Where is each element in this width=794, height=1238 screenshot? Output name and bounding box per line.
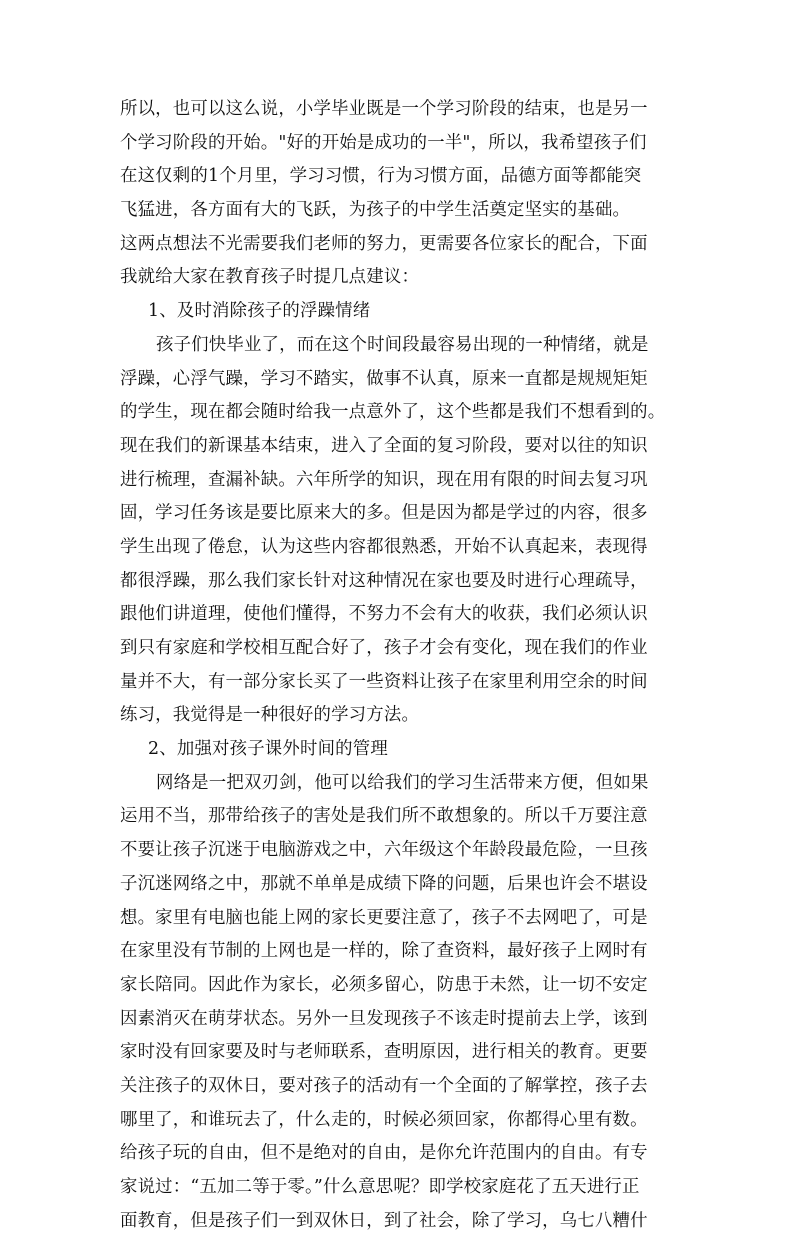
text-line: 在家里没有节制的上网也是一样的，除了查资料，最好孩子上网时有: [120, 941, 648, 962]
text-line: 家长陪同。因此作为家长，必须多留心，防患于未然，让一切不安定: [120, 974, 648, 995]
text-line: 学生出现了倦怠，认为这些内容都很熟悉，开始不认真起来，表现得: [120, 536, 648, 557]
text-line: 不要让孩子沉迷于电脑游戏之中，六年级这个年龄段最危险，一旦孩: [120, 840, 648, 861]
text-line: 家说过：“五加二等于零。”什么意思呢？即学校家庭花了五天进行正: [120, 1177, 640, 1197]
text-line: 哪里了，和谁玩去了，什么走的，时候必须回家，你都得心里有数。: [120, 1109, 648, 1130]
text-line: 家时没有回家要及时与老师联系，查明原因，进行相关的教育。更要: [120, 1042, 648, 1063]
text-line: 因素消灭在萌芽状态。另外一旦发现孩子不该走时提前去上学，该到: [120, 1008, 648, 1029]
text-line: 子沉迷网络之中，那就不单单是成绩下降的问题，后果也许会不堪设: [120, 873, 648, 894]
text-line: 到只有家庭和学校相互配合好了，孩子才会有变化，现在我们的作业: [120, 638, 648, 658]
text-line: 我就给大家在教育孩子时提几点建议：: [120, 267, 420, 288]
text-line: 所以，也可以这么说，小学毕业既是一个学习阶段的结束，也是另一: [120, 99, 648, 119]
text-line: 关注孩子的双休日，要对孩子的活动有一个全面的了解掌控，孩子去: [120, 1075, 648, 1096]
text-line: 现在我们的新课基本结束，进入了全面的复习阶段，要对以往的知识: [120, 435, 648, 456]
text-line: 都很浮躁，那么我们家长针对这种情况在家也要及时进行心理疏导，: [120, 570, 648, 591]
text-line: 在这仅剩的1个月里，学习习惯，行为习惯方面，品德方面等都能突: [120, 166, 642, 187]
text-line: 练习，我觉得是一种很好的学习方法。: [120, 705, 420, 726]
document-body: [120, 93, 682, 1238]
text-line: 量并不大，有一部分家长买了一些资料让孩子在家里利用空余的时间: [120, 671, 648, 692]
text-line: 个学习阶段的开始。"好的开始是成功的一半"，所以，我希望孩子们: [120, 132, 647, 153]
text-line: 这两点想法不光需要我们老师的努力，更需要各位家长的配合，下面: [120, 233, 648, 254]
text-line: 的学生，现在都会随时给我一点意外了，这个些都是我们不想看到的。: [120, 402, 666, 423]
paragraph-start-line: 网络是一把双刃剑，他可以给我们的学习生活带来方便，但如果: [156, 772, 649, 793]
section-heading-2: 2、加强对孩子课外时间的管理: [148, 739, 388, 760]
text-line: 浮躁，心浮气躁，学习不踏实，做事不认真，原来一直都是规规矩矩: [120, 368, 648, 389]
text-line: 跟他们讲道理，使他们懂得，不努力不会有大的收获，我们必须认识: [120, 604, 648, 625]
text-line: 飞猛进，各方面有大的飞跃，为孩子的中学生活奠定坚实的基础。: [120, 200, 631, 221]
text-line: 进行梳理，查漏补缺。六年所学的知识，现在用有限的时间去复习巩: [120, 469, 648, 490]
text-line: 给孩子玩的自由，但不是绝对的自由，是你允许范围内的自由。有专: [120, 1143, 648, 1164]
section-heading-1: 1、及时消除孩子的浮躁情绪: [148, 301, 371, 322]
text-line: 固，学习任务该是要比原来大的多。但是因为都是学过的内容，很多: [120, 503, 648, 524]
text-line: 想。家里有电脑也能上网的家长更要注意了，孩子不去网吧了，可是: [120, 907, 648, 928]
text-line: 运用不当，那带给孩子的害处是我们所不敢想象的。所以千万要注意: [120, 806, 648, 827]
text-line: 面教育，但是孩子们一到双休日，到了社会，除了学习，乌七八糟什: [120, 1210, 648, 1231]
paragraph-start-line: 孩子们快毕业了，而在这个时间段最容易出现的一种情绪，就是: [156, 334, 649, 355]
